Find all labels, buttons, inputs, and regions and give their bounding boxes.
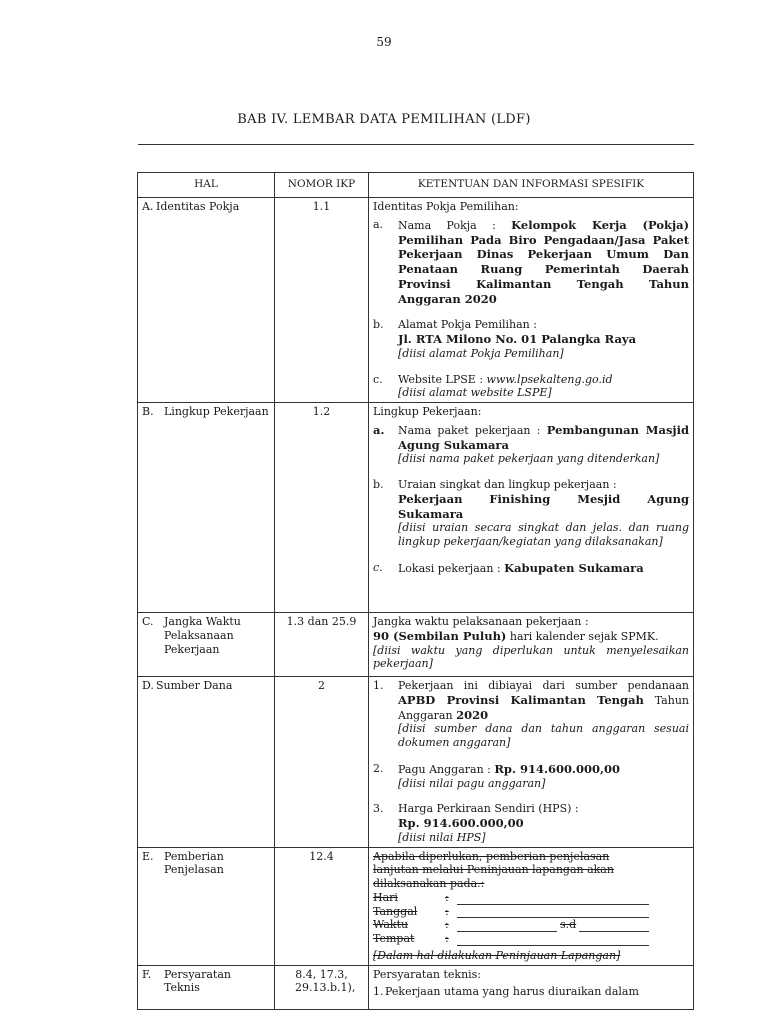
item-hint: [diisi nama paket pekerjaan yang ditenderkan] xyxy=(398,452,660,466)
row-lingkup-pekerjaan xyxy=(138,403,694,613)
hal-cell xyxy=(138,677,275,848)
intro-text: Jangka waktu pelaksanaan pekerjaan : xyxy=(373,615,589,628)
header-hal: HAL xyxy=(138,173,275,198)
chapter-title: BAB IV. LEMBAR DATA PEMILIHAN (LDF) xyxy=(237,112,531,127)
item-value: www.lpsekalteng.go.id xyxy=(486,372,613,386)
hal-cell xyxy=(138,198,275,403)
blank-line xyxy=(457,935,649,946)
row-sumber-dana xyxy=(138,677,694,848)
hal-text: Pemberian Penjelasan xyxy=(164,849,224,877)
item-marker: 2. xyxy=(373,761,384,775)
item-hint: [diisi alamat website LSPE] xyxy=(398,386,552,400)
hal-text: Persyaratan Teknis xyxy=(164,967,231,995)
item-value: Rp. 914.600.000,00 xyxy=(494,761,621,776)
item-hint: [diisi uraian secara singkat dan jelas. dan ruang lingkup pekerjaan/kegiatan yang dilaksanakan] xyxy=(398,521,689,548)
item-label: Pagu Anggaran : xyxy=(398,762,491,776)
item-text: Tahun Anggaran xyxy=(398,693,689,722)
list-item xyxy=(373,802,689,844)
form-label: Tempat xyxy=(373,932,415,945)
ikp-cell: 8.4, 17.3, 29.13.b.1), xyxy=(275,965,369,1009)
ketentuan-cell xyxy=(369,965,694,1009)
item-text: Pekerjaan ini dibiayai dari sumber pendanaan xyxy=(398,679,689,692)
blank-line xyxy=(579,921,649,932)
list-item xyxy=(373,318,689,360)
title-rule xyxy=(138,144,694,145)
list-item xyxy=(373,478,689,549)
ketentuan-cell xyxy=(369,198,694,403)
blank-line xyxy=(457,907,649,918)
form-sep: : xyxy=(445,918,449,932)
ikp-cell: 1.3 dan 25.9 xyxy=(275,613,369,677)
list-item xyxy=(373,373,689,401)
list-item xyxy=(373,218,689,307)
ldf-table xyxy=(137,172,694,1010)
intro-text: Identitas Pokja Pemilihan: xyxy=(373,200,519,213)
form-row-tempat xyxy=(373,932,689,946)
form-row-waktu xyxy=(373,918,689,932)
form-row-hari xyxy=(373,891,689,905)
form-sd: s.d xyxy=(560,918,577,932)
item-value: Rp. 914.600.000,00 xyxy=(398,816,524,830)
list-item xyxy=(373,679,689,750)
row-jangka-waktu xyxy=(138,613,694,677)
item-label: Lokasi pekerjaan : xyxy=(398,561,501,575)
intro-text: Lingkup Pekerjaan: xyxy=(373,405,482,418)
item-label: Uraian singkat dan lingkup pekerjaan : xyxy=(398,478,617,491)
item-value: Kelompok Kerja (Pokja) Pemilihan Pada Biro Pengadaan/Jasa Paket Pekerjaan Dinas Pekerjaan Umum Dan Penataan Ruang Pemerintah Daerah Provinsi Kalimantan Tengah Tahun Anggaran 2020 xyxy=(398,217,690,306)
hal-cell xyxy=(138,403,275,613)
row-letter: D. xyxy=(142,679,154,692)
item-hint: [diisi waktu yang diperlukan untuk menyelesaikan pekerjaan] xyxy=(373,643,689,671)
item-marker: c. xyxy=(373,560,383,574)
item-hint: [diisi alamat Pokja Pemilihan] xyxy=(398,346,564,360)
intro-text: Persyaratan teknis: xyxy=(373,967,482,981)
item-value: 2020 xyxy=(456,707,489,722)
row-letter: C. xyxy=(142,615,154,628)
item-label: Nama paket pekerjaan : xyxy=(398,423,541,437)
duration-value: 90 (Sembilan Puluh) xyxy=(373,628,507,643)
row-pemberian-penjelasan xyxy=(138,847,694,965)
item-marker: 1. xyxy=(373,985,384,999)
item-marker: 3. xyxy=(373,802,384,816)
item-hint: [diisi nilai HPS] xyxy=(398,830,486,844)
header-ketentuan: KETENTUAN DAN INFORMASI SPESIFIK xyxy=(369,173,694,198)
ketentuan-cell xyxy=(369,677,694,848)
list-item xyxy=(373,561,689,576)
item-marker: b. xyxy=(373,318,384,332)
item-label: Website LPSE : xyxy=(398,372,484,386)
hal-text: Jangka Waktu Pelaksanaan Pekerjaan xyxy=(164,615,241,656)
form-sep: : xyxy=(445,932,449,945)
list-item xyxy=(373,985,689,999)
item-hint: [Dalam hal dilakukan Peninjauan Lapangan] xyxy=(373,948,621,962)
row-persyaratan-teknis xyxy=(138,965,694,1009)
ketentuan-cell xyxy=(369,613,694,677)
item-hint: [diisi nilai pagu anggaran] xyxy=(398,776,546,790)
list-item xyxy=(373,423,689,466)
ketentuan-cell xyxy=(369,403,694,613)
item-marker: c. xyxy=(373,372,383,386)
hal-text: Sumber Dana xyxy=(156,679,233,692)
item-text: Pekerjaan utama yang harus diuraikan dalam xyxy=(385,985,639,999)
page-number: 59 xyxy=(376,35,392,49)
form-sep: : xyxy=(445,904,449,918)
ikp-cell: 1.2 xyxy=(275,403,369,613)
row-letter: B. xyxy=(142,405,154,418)
form-label: Hari xyxy=(373,890,398,904)
item-label: Harga Perkiraan Sendiri (HPS) : xyxy=(398,802,579,816)
form-sep: : xyxy=(445,890,449,904)
hal-text: Lingkup Pekerjaan xyxy=(164,405,269,418)
item-label: Alamat Pokja Pemilihan : xyxy=(398,318,537,332)
row-letter: F. xyxy=(142,967,152,981)
ikp-cell: 2 xyxy=(275,677,369,848)
item-value: APBD Provinsi Kalimantan Tengah xyxy=(398,692,644,707)
list-item xyxy=(373,762,689,791)
duration-suffix: hari kalender sejak SPMK. xyxy=(509,629,659,643)
header-nomor-ikp: NOMOR IKP xyxy=(275,173,369,198)
item-value: Pembangunan Masjid Agung Sukamara xyxy=(398,422,689,452)
ikp-cell: 1.1 xyxy=(275,198,369,403)
item-marker: b. xyxy=(373,478,384,491)
ketentuan-cell xyxy=(369,847,694,965)
form-label: Waktu xyxy=(373,918,409,932)
item-hint: [diisi sumber dana dan tahun anggaran sesuai dokumen anggaran] xyxy=(398,722,689,749)
hal-text: Identitas Pokja xyxy=(156,200,240,213)
item-label: Nama Pokja : xyxy=(398,218,496,232)
form-label: Tanggal xyxy=(373,904,418,918)
item-value: Jl. RTA Milono No. 01 Palangka Raya xyxy=(398,332,637,346)
item-marker: a. xyxy=(373,422,385,437)
form-row-tanggal xyxy=(373,905,689,919)
item-marker: a. xyxy=(373,217,384,231)
row-letter: E. xyxy=(142,849,154,863)
ikp-cell: 12.4 xyxy=(275,847,369,965)
blank-line xyxy=(457,921,557,932)
item-marker: 1. xyxy=(373,679,384,692)
row-letter: A. xyxy=(142,200,154,213)
blank-line xyxy=(457,894,649,905)
table-header-row xyxy=(138,173,694,198)
row-identitas-pokja xyxy=(138,198,694,403)
hal-cell xyxy=(138,613,275,677)
item-value: Kabupaten Sukamara xyxy=(504,560,644,575)
hal-cell xyxy=(138,847,275,965)
intro-text: Apabila diperlukan, pemberian penjelasan lanjutan melalui Peninjauan lapangan akan dilaksanakan pada.: xyxy=(373,849,614,890)
item-value: Pekerjaan Finishing Mesjid Agung Sukamara xyxy=(398,491,689,521)
hal-cell xyxy=(138,965,275,1009)
